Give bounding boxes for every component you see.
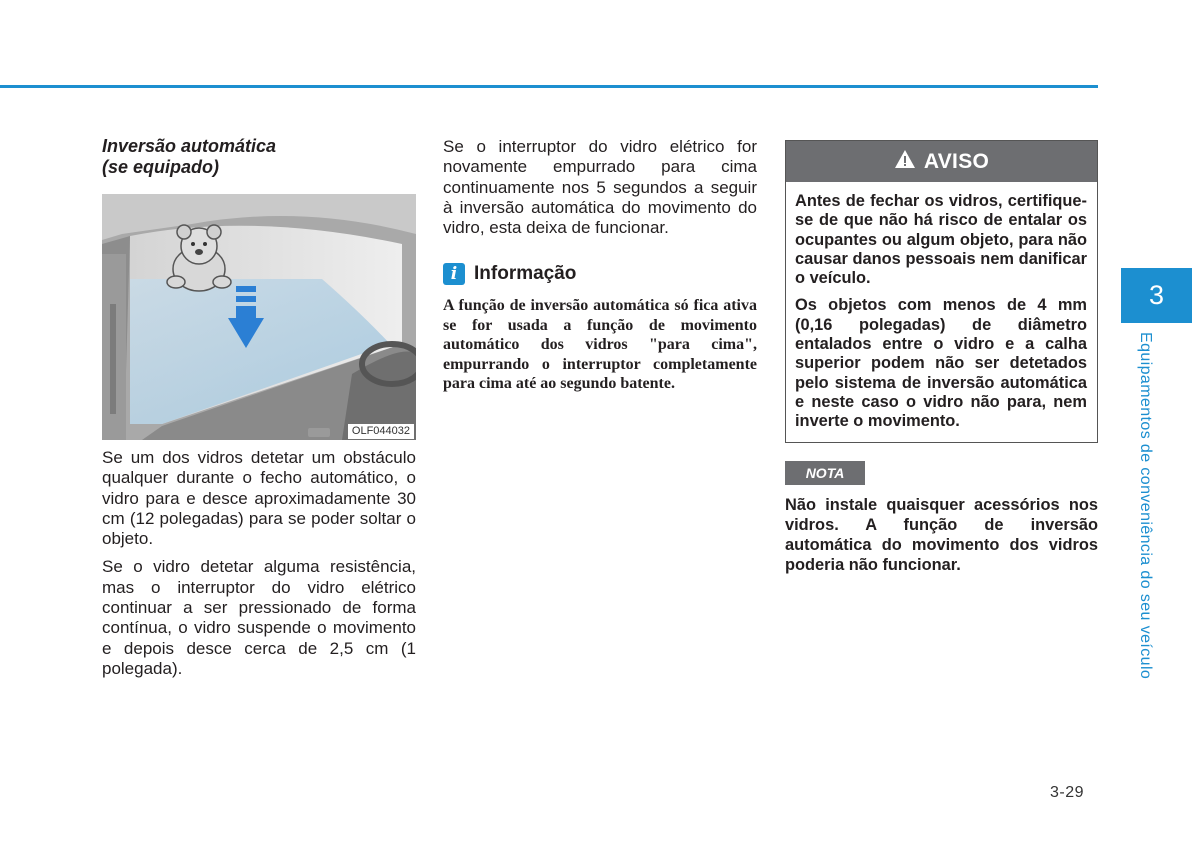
- warning-title: AVISO: [923, 149, 990, 173]
- info-icon: i: [443, 263, 465, 285]
- chapter-title-vertical: Equipamentos de conveniência do seu veículo: [1137, 332, 1154, 680]
- car-window-drawing: [102, 194, 416, 440]
- section-title-line2: (se equipado): [102, 157, 220, 177]
- header-rule: [0, 85, 1098, 88]
- window-illustration: [102, 194, 416, 440]
- info-header: [443, 263, 757, 285]
- warning-header: [786, 141, 1097, 182]
- warning-paragraph-1: Antes de fechar os vidros, certifique-se de que não há risco de entalar os ocupantes ou algum objeto, para não causar danos pessoais nem danificar o veículo.: [795, 192, 1087, 288]
- column-left: [102, 136, 416, 679]
- nota-label: NOTA: [785, 461, 865, 485]
- section-title: [102, 136, 416, 178]
- paragraph-resistance: Se o vidro detetar alguma resistência, mas o interruptor do vidro elétrico continuar a ser pressionado de forma contínua, o vidro suspende o movimento e depois desce cerca de 2,5 cm (1 polegada).: [102, 557, 416, 678]
- warning-triangle-icon: [894, 149, 916, 174]
- column-right: [785, 140, 1098, 576]
- nota-text: Não instale quaisquer acessórios nos vidros. A função de inversão automática do movimento dos vidros poderia não funcionar.: [785, 495, 1098, 575]
- figure-chip: [308, 428, 330, 437]
- warning-box: [785, 140, 1098, 443]
- chapter-number-tab: 3: [1121, 268, 1192, 323]
- info-text: A função de inversão automática só fica ativa se for usada a função de movimento automático dos vidros "para cima", empurrando o interruptor completamente para cima até ao segundo batente.: [443, 297, 757, 393]
- figure-caption: OLF044032: [348, 424, 414, 439]
- page-number: 3-29: [1050, 784, 1085, 801]
- warning-body: [786, 182, 1097, 442]
- paragraph-obstacle: Se um dos vidros detetar um obstáculo qualquer durante o fecho automático, o vidro para e desce aproximadamente 30 cm (12 polegadas) para se poder soltar o objeto.: [102, 448, 416, 549]
- paragraph-switch-repeat: Se o interruptor do vidro elétrico for novamente empurrado para cima continuamente nos 5 segundos a seguir à inversão automática do movimento do vidro, esta deixa de funcionar.: [443, 137, 757, 238]
- warning-paragraph-2: Os objetos com menos de 4 mm (0,16 polegadas) de diâmetro entalados entre o vidro e a calha superior podem não ser detetados pelo sistema de inversão automática e neste caso o vidro não para, nem inverte o movimento.: [795, 296, 1087, 431]
- info-title: Informação: [474, 263, 577, 285]
- column-middle: [443, 137, 757, 394]
- section-title-line1: Inversão automática: [102, 136, 277, 156]
